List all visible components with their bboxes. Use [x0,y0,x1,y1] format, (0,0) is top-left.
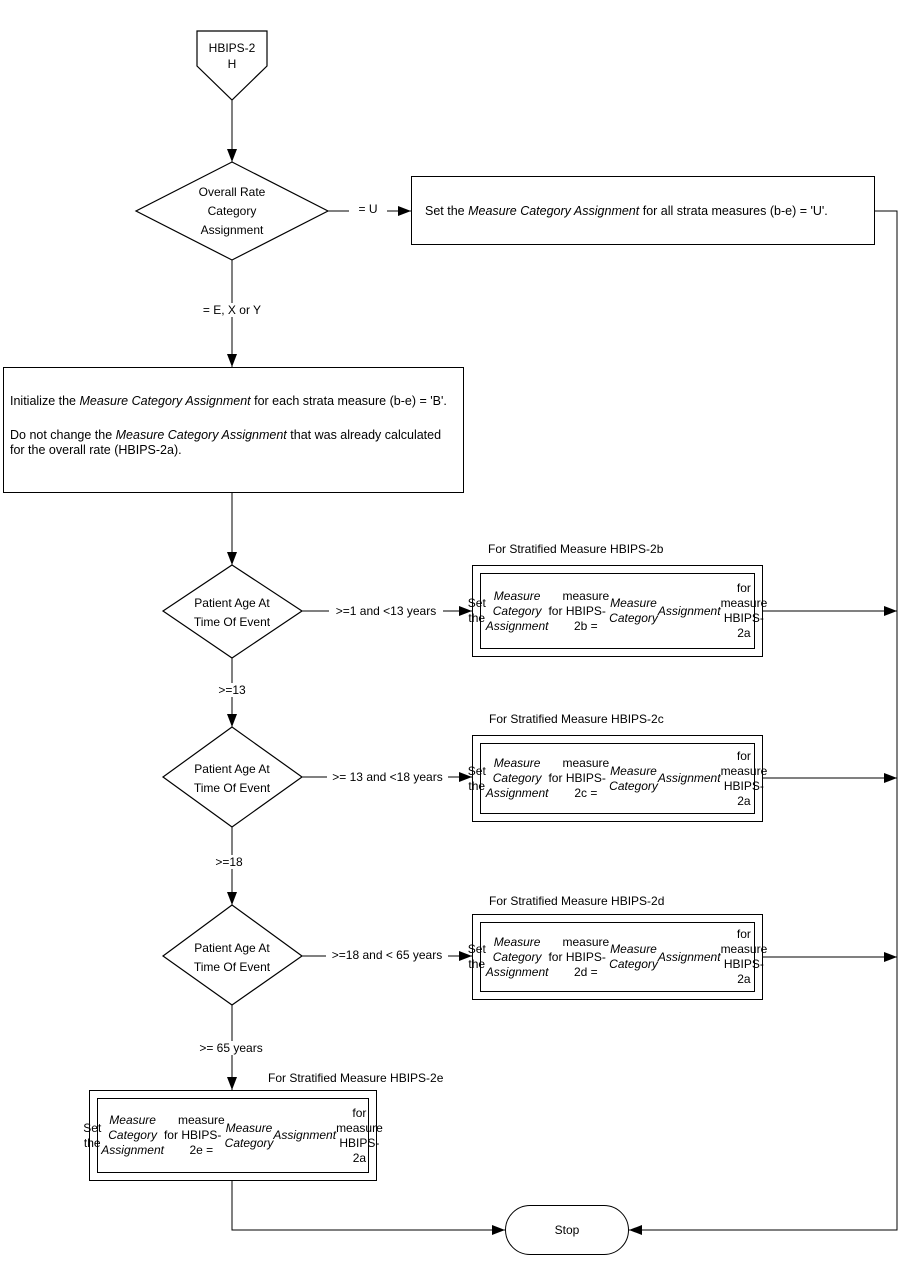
decision-age-3-label [158,939,306,977]
label-gte-65: >= 65 years [196,1041,266,1055]
edge-2e-to-stop [232,1181,505,1230]
decision-age2-line1: Patient Age At [194,762,270,776]
label-equals-exy: = E, X or Y [199,303,265,317]
start-line1: HBIPS-2 [208,41,256,55]
caption-stratified-2b: For Stratified Measure HBIPS-2b [488,542,664,556]
stratified-box-2b-inner: Set the Measure Category Assignment for measure HBIPS-2b = Measure Category Assignment for measure HBIPS-2a [480,573,755,649]
set-u-box [411,176,875,245]
label-age-18-to-65: >=18 and < 65 years [326,948,448,962]
start-line2: H [227,57,237,71]
decision-overall-line1: Overall Rate [198,185,266,199]
decision-overall-line3: Assignment [200,223,264,237]
stop-label: Stop [554,1223,580,1237]
label-age-13-to-18: >= 13 and <18 years [327,770,448,784]
label-gte-18: >=18 [205,855,253,869]
stratified-box-2e [83,1090,383,1181]
start-node-label [197,40,267,72]
decision-age1-line2: Time Of Event [193,615,271,629]
edge-collector-to-stop [629,211,897,1230]
initialize-box [3,367,464,493]
stratified-box-2e-inner: Set the Measure Category Assignment for measure HBIPS-2e = Measure Category Assignment for measure HBIPS-2a [97,1098,369,1173]
decision-age1-line1: Patient Age At [194,596,270,610]
decision-age3-line2: Time Of Event [193,960,271,974]
decision-age2-line2: Time Of Event [193,781,271,795]
label-gte-13: >=13 [207,683,257,697]
caption-stratified-2e: For Stratified Measure HBIPS-2e [268,1071,444,1085]
stratified-box-2c-inner: Set the Measure Category Assignment for measure HBIPS-2c = Measure Category Assignment for measure HBIPS-2a [480,743,755,814]
set-u-text: Set the Measure Category Assignment for all strata measures (b-e) = 'U'. [425,203,828,218]
initialize-paragraph-1: Initialize the Measure Category Assignment for each strata measure (b-e) = 'B'. [10,394,447,408]
stratified-box-2b [467,565,768,657]
caption-stratified-2d: For Stratified Measure HBIPS-2d [489,894,665,908]
stratified-box-2d [467,914,768,1000]
label-age-1-to-13: >=1 and <13 years [329,604,443,618]
decision-age-1-label [158,594,306,632]
decision-overall-rate-label [156,183,308,240]
stop-terminator [505,1205,629,1255]
initialize-paragraph-2: Do not change the Measure Category Assignment that was already calculated for the overall rate (HBIPS-2a). [10,428,442,457]
decision-overall-line2: Category [207,204,257,218]
caption-stratified-2c: For Stratified Measure HBIPS-2c [489,712,664,726]
decision-age-2-label [158,760,306,798]
label-equals-u: = U [349,202,387,216]
stratified-box-2d-inner: Set the Measure Category Assignment for measure HBIPS-2d = Measure Category Assignment for measure HBIPS-2a [480,922,755,992]
stratified-box-2c [467,735,768,822]
decision-age3-line1: Patient Age At [194,941,270,955]
